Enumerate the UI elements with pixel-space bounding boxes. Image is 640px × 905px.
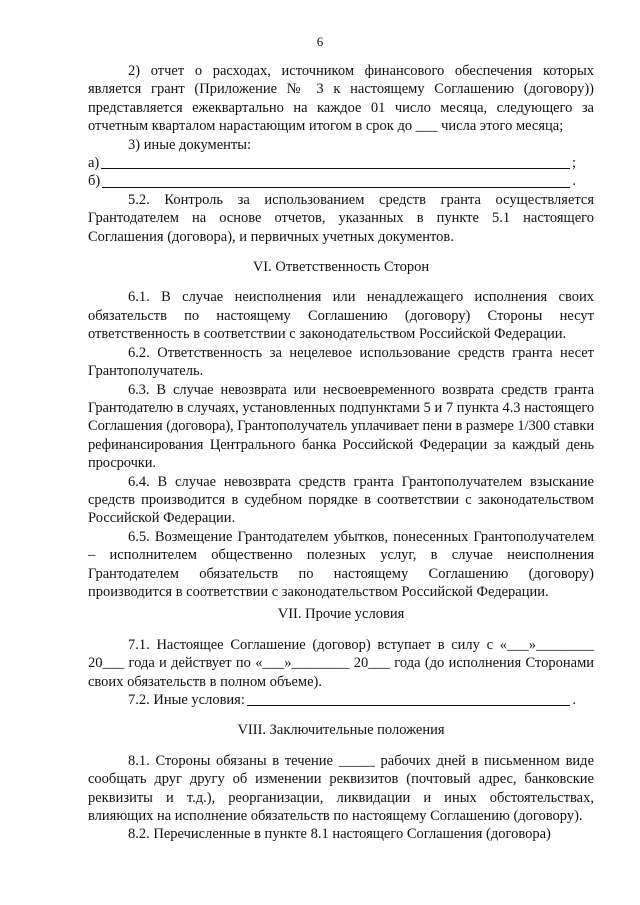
paragraph-7-2-blank — [247, 691, 570, 706]
paragraph-7-1: 7.1. Настоящее Соглашение (договор) вступает в силу с «___»________ 20___ года и действует по «___»________ 20___ года (до исполнения Сторонами своих обязательств в полном объеме). — [88, 636, 594, 690]
section-heading-vii: VII. Прочие условия — [277, 606, 405, 623]
section-heading-viii: VIII. Заключительные положения — [237, 722, 445, 739]
section-heading-vi: VI. Ответственность Сторон — [252, 259, 430, 276]
fill-line-b-blank — [102, 173, 570, 188]
paragraph-8-1: 8.1. Стороны обязаны в течение _____ рабочих дней в письменном виде сообщать друг другу об изменении реквизитов (почтовый адрес, банковские реквизиты и т.д.), реорганизации, ликвидации и иных обстоятельствах, влияющих на исполнение обязательств по настоящему Соглашению (договору). — [88, 752, 594, 825]
paragraph-7-2 — [88, 691, 594, 709]
fill-line-a — [88, 154, 594, 172]
fill-line-a-end: ; — [571, 155, 576, 172]
fill-line-b-end: . — [572, 173, 576, 190]
paragraph-6-4: 6.4. В случае невозврата средств гранта Грантополучателем взыскание средств производится в судебном порядке в соответствии с законодательством Российской Федерации. — [88, 473, 594, 527]
paragraph-6-2: 6.2. Ответственность за нецелевое использование средств гранта несет Грантополучатель. — [88, 344, 594, 380]
fill-line-a-blank — [101, 154, 570, 169]
document-body — [88, 62, 594, 844]
paragraph-6-3: 6.3. В случае невозврата или несвоевременного возврата средств гранта Грантодателю в случаях, установленных подпунктами 5 и 7 пункта 4.3 настоящего Соглашения (договора), Грантополучатель уплачивает пени в размере 1/300 ставки рефинансирования Центрального банка Российской Федерации за каждый день просрочки. — [88, 381, 594, 472]
paragraph-7-2-end: . — [572, 692, 576, 708]
paragraph-7-2-label: 7.2. Иные условия: — [128, 692, 245, 708]
paragraph-other-documents: 3) иные документы: — [128, 136, 252, 153]
paragraph-8-2: 8.2. Перечисленные в пункте 8.1 настоящего Соглашения (договора) — [128, 826, 551, 843]
fill-line-a-label: а) — [88, 155, 100, 172]
fill-line-b — [88, 172, 594, 190]
paragraph-5-2: 5.2. Контроль за использованием средств гранта осуществляется Грантодателем на основе отчетов, указанных в пункте 5.1 настоящего Соглашения (договора), и первичных учетных документов. — [88, 191, 594, 245]
fill-line-b-label: б) — [88, 173, 101, 190]
page-number: 6 — [316, 34, 324, 49]
paragraph-expense-report: 2) отчет о расходах, источником финансового обеспечения которых является грант (Приложение № 3 к настоящему Соглашению (договору)) представляется ежеквартально на каждое 01 число месяца, следующего за отчетным кварталом нарастающим итогом в срок до ___ числа этого месяца; — [88, 63, 594, 135]
paragraph-6-5: 6.5. Возмещение Грантодателем убытков, понесенных Грантополучателем – исполнителем общественно полезных услуг, в случае неисполнения Грантодателем обязательств по настоящему Соглашению (договору) производится в соответствии с законодательством Российской Федерации. — [88, 528, 594, 600]
paragraph-6-1: 6.1. В случае неисполнения или ненадлежащего исполнения своих обязательств по настоящему Соглашению (договору) Стороны несут ответственность в соответствии с законодательством Российской Федерации. — [88, 289, 594, 343]
